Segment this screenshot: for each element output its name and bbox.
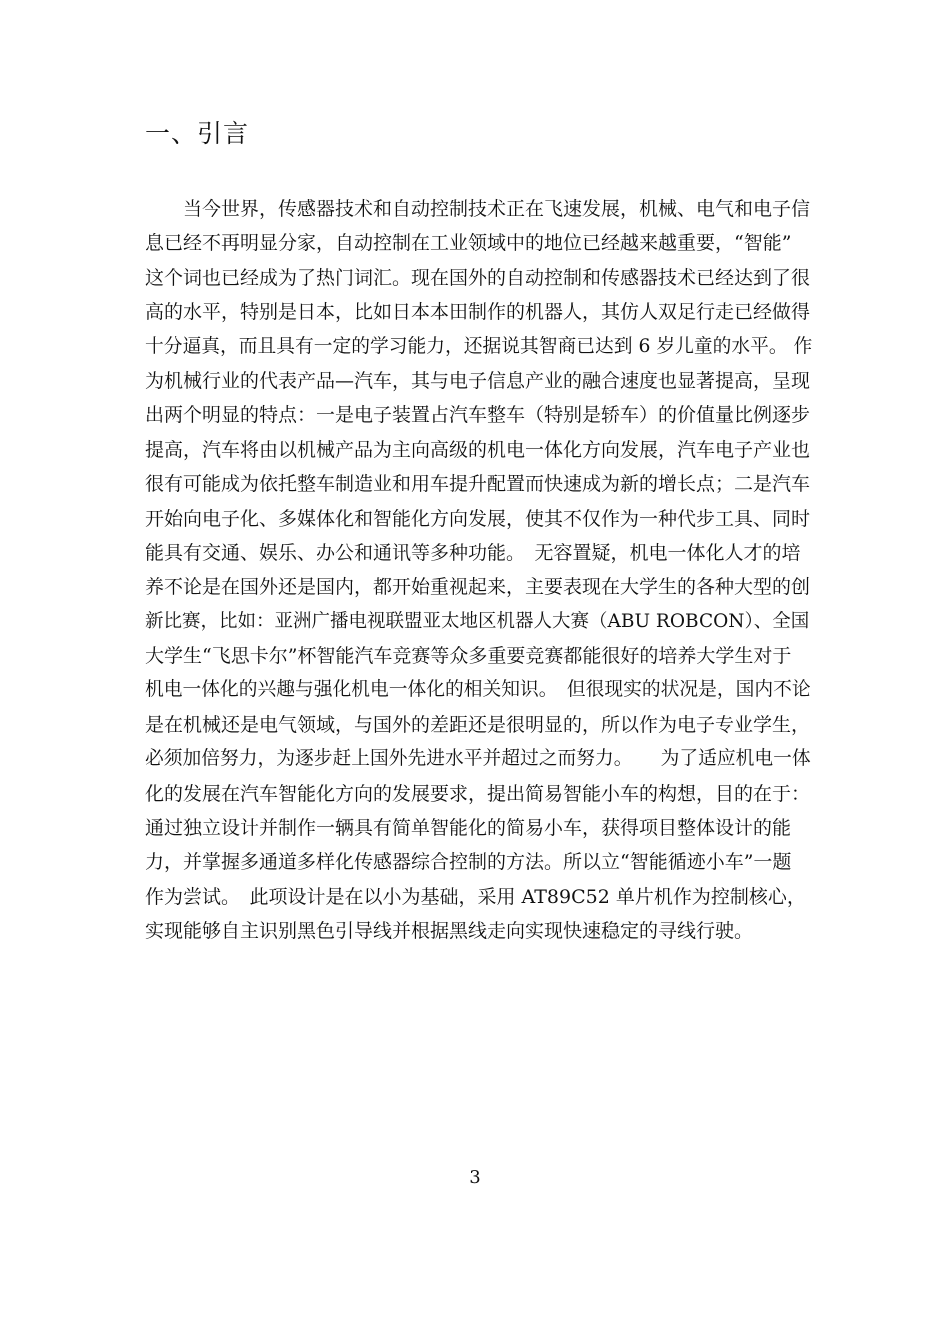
text-line: 这个词也已经成为了热门词汇。现在国外的自动控制和传感器技术已经达到了很 — [145, 266, 811, 289]
text-line: 化的发展在汽车智能化方向的发展要求，提出简易智能小车的构想，目的在于： — [145, 782, 811, 805]
text-line: 出两个明显的特点：一是电子装置占汽车整车（特别是轿车）的价值量比例逐步 — [145, 404, 811, 427]
text-line: 通过独立设计并制作一辆具有简单智能化的简易小车，获得项目整体设计的能 — [145, 817, 792, 840]
text-line: 为机械行业的代表产品—汽车，其与电子信息产业的融合速度也显著提高，呈现 — [145, 369, 811, 392]
text-line: 高的水平，特别是日本，比如日本本田制作的机器人，其仿人双足行走已经做得 — [145, 301, 811, 324]
text-line: 大学生“飞思卡尔”杯智能汽车竞赛等众多重要竞赛都能很好的培养大学生对于 — [145, 645, 792, 668]
text-line: 很有可能成为依托整车制造业和用车提升配置而快速成为新的增长点；二是汽车 — [145, 473, 811, 496]
text-line: 实现能够自主识别黑色引导线并根据黑线走向实现快速稳定的寻线行驶。 — [145, 920, 754, 943]
text-line: 力，并掌握多通道多样化传感器综合控制的方法。所以立“智能循迹小车”一题 — [145, 851, 792, 874]
text-line: 必须加倍努力，为逐步赶上国外先进水平并超过之而努力。 为了适应机电一体 — [145, 748, 811, 770]
text-line: 作为尝试。 此项设计是在以小为基础，采用 AT89C52 单片机作为控制核心， — [145, 885, 806, 908]
text-line: 十分逼真，而且具有一定的学习能力，还据说其智商已达到 6 岁儿童的水平。 作 — [145, 335, 813, 357]
text-line: 开始向电子化、多媒体化和智能化方向发展，使其不仅作为一种代步工具、同时 — [145, 507, 811, 530]
text-line: 当今世界，传感器技术和自动控制技术正在飞速发展，机械、电气和电子信 — [145, 198, 811, 220]
text-line: 能具有交通、娱乐、办公和通讯等多种功能。 无容置疑，机电一体化人才的培 — [145, 541, 801, 564]
text-line: 养不论是在国外还是国内，都开始重视起来，主要表现在大学生的各种大型的创 — [145, 576, 811, 599]
page-number: 3 — [469, 1167, 481, 1188]
section-heading: 一、引言 — [145, 119, 250, 148]
text-line: 机电一体化的兴趣与强化机电一体化的相关知识。 但很现实的状况是，国内不论 — [145, 679, 811, 701]
text-line: 提高，汽车将由以机械产品为主向高级的机电一体化方向发展，汽车电子产业也 — [145, 438, 811, 461]
text-line: 是在机械还是电气领域，与国外的差距还是很明显的，所以作为电子专业学生， — [145, 713, 811, 736]
text-line: 新比赛，比如：亚洲广播电视联盟亚太地区机器人大赛（ABU ROBCON）、全国 — [145, 610, 810, 632]
text-line: 息已经不再明显分家，自动控制在工业领域中的地位已经越来越重要，“智能” — [145, 232, 792, 255]
body-paragraph — [145, 192, 815, 949]
